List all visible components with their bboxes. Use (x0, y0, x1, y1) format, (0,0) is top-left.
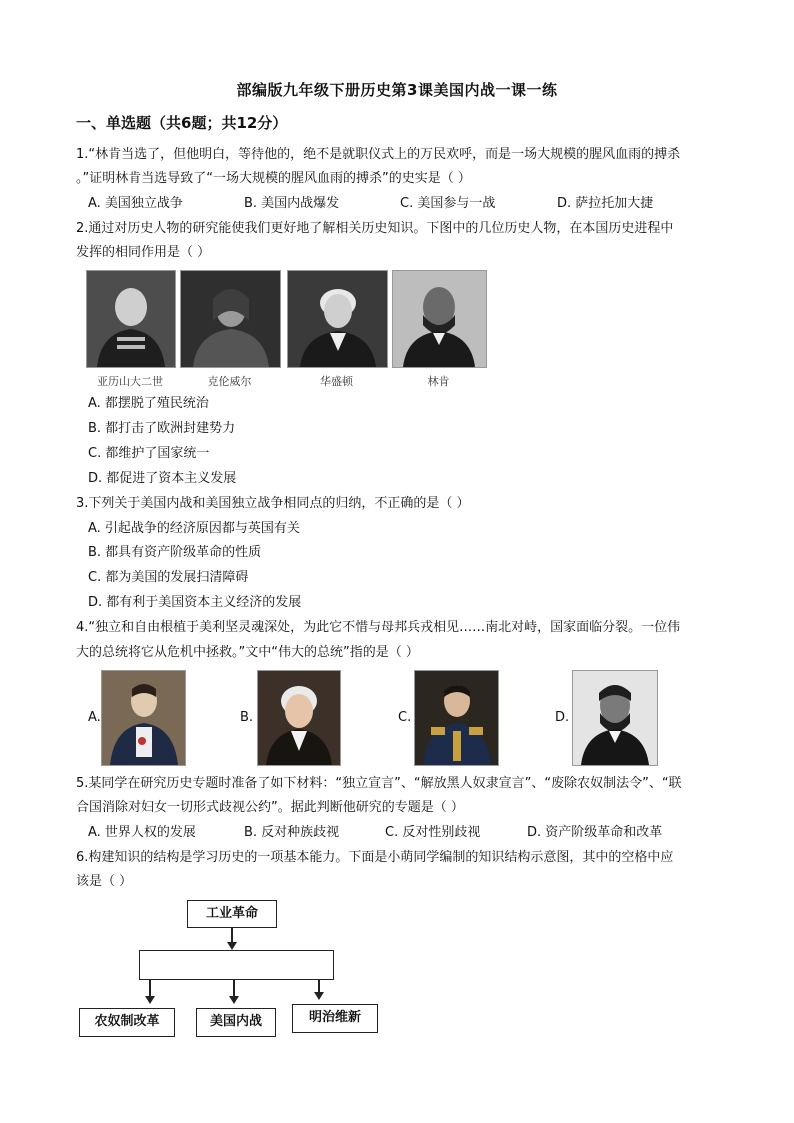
caption-cromwell: 克伦威尔 (207, 375, 252, 388)
q2-stem-line2: 发挥的相同作用是（ ） (76, 245, 211, 260)
q4-portrait-b[interactable] (257, 670, 341, 766)
q3-option-b[interactable]: B. 都具有资产阶级革命的性质 (88, 545, 262, 560)
arrow-down-icon (145, 996, 155, 1004)
q6-stem-line2: 该是（ ） (76, 874, 133, 889)
portrait-figure-icon (288, 271, 387, 367)
diagram-box-civil-war: 美国内战 (196, 1008, 276, 1037)
q3-stem: 3.下列关于美国内战和美国独立战争相同点的归纳，不正确的是（ ） (76, 496, 470, 511)
diagram-connector (231, 928, 233, 942)
portrait-figure-icon (258, 671, 340, 765)
portrait-figure-icon (415, 671, 498, 765)
diagram-box-meiji: 明治维新 (292, 1004, 378, 1033)
q2-option-a[interactable]: A. 都摆脱了殖民统治 (88, 396, 209, 411)
q1-stem-line1: 1.“林肯当选了，但他明白，等待他的，绝不是就职仪式上的万民欢呼，而是一场大规模的腥风血雨的搏杀 (76, 147, 681, 162)
q1-option-c[interactable]: C. 美国参与一战 (400, 196, 496, 211)
q4-portrait-d[interactable] (572, 670, 658, 766)
caption-lincoln: 林肯 (427, 375, 450, 388)
portrait-alexander-ii (86, 270, 176, 368)
caption-washington: 华盛顿 (320, 375, 353, 388)
q4-stem-line2: 大的总统将它从危机中拯救。”文中“伟大的总统”指的是（ ） (76, 645, 419, 660)
portrait-figure-icon (393, 271, 486, 367)
q2-option-c[interactable]: C. 都维护了国家统一 (88, 446, 210, 461)
portrait-cromwell (180, 270, 281, 368)
portrait-lincoln (392, 270, 487, 368)
diagram-blank-box[interactable] (139, 950, 334, 980)
q2-stem-line1: 2.通过对历史人物的研究能使我们更好地了解相关历史知识。下图中的几位历史人物，在本国历史进程中 (76, 221, 674, 236)
q3-option-a[interactable]: A. 引起战争的经济原因都与英国有关 (88, 521, 300, 536)
q6-stem-line1: 6.构建知识的结构是学习历史的一项基本能力。下面是小萌同学编制的知识结构示意图，其中的空格中应 (76, 850, 674, 865)
q5-option-b[interactable]: B. 反对种族歧视 (244, 825, 340, 840)
q4-stem-line1: 4.“独立和自由根植于美利坚灵魂深处，为此它不惜与母邦兵戎相见……南北对峙，国家面临分裂。一位伟 (76, 620, 681, 635)
portrait-figure-icon (87, 271, 175, 367)
q4-option-d[interactable]: D. (555, 710, 570, 725)
q4-portrait-a[interactable] (101, 670, 186, 766)
portrait-figure-icon (102, 671, 185, 765)
caption-alexander-ii: 亚历山大二世 (97, 375, 163, 388)
q3-option-d[interactable]: D. 都有利于美国资本主义经济的发展 (88, 595, 302, 610)
q3-option-c[interactable]: C. 都为美国的发展扫清障碍 (88, 570, 249, 585)
page-title: 部编版九年级下册历史第3课美国内战一课一练 (236, 81, 558, 99)
arrow-down-icon (229, 996, 239, 1004)
diagram-top-box: 工业革命 (187, 900, 277, 928)
q1-stem-line2: 。”证明林肯当选导致了“一场大规模的腥风血雨的搏杀”的史实是（ ） (76, 171, 471, 186)
portrait-figure-icon (573, 671, 657, 765)
q1-option-b[interactable]: B. 美国内战爆发 (244, 196, 340, 211)
q5-option-c[interactable]: C. 反对性别歧视 (385, 825, 481, 840)
portrait-figure-icon (181, 271, 280, 367)
arrow-down-icon (227, 942, 237, 950)
q2-option-d[interactable]: D. 都促进了资本主义发展 (88, 471, 237, 486)
q4-option-a[interactable]: A. (88, 710, 101, 725)
q5-option-a[interactable]: A. 世界人权的发展 (88, 825, 196, 840)
q4-option-c[interactable]: C. (398, 710, 412, 725)
arrow-down-icon (314, 992, 324, 1000)
q5-option-d[interactable]: D. 资产阶级革命和改革 (527, 825, 663, 840)
diagram-box-serf-reform: 农奴制改革 (79, 1008, 175, 1037)
q1-option-a[interactable]: A. 美国独立战争 (88, 196, 183, 211)
q5-stem-line1: 5.某同学在研究历史专题时准备了如下材料：“独立宣言”、“解放黑人奴隶宣言”、“废除农奴制法令”、“联 (76, 776, 682, 791)
q4-portrait-c[interactable] (414, 670, 499, 766)
q2-option-b[interactable]: B. 都打击了欧洲封建势力 (88, 421, 236, 436)
q4-option-b[interactable]: B. (240, 710, 254, 725)
section-heading: 一、单选题（共6题；共12分） (76, 114, 288, 132)
q1-option-d[interactable]: D. 萨拉托加大捷 (557, 196, 654, 211)
portrait-washington (287, 270, 388, 368)
q5-stem-line2: 合国消除对妇女一切形式歧视公约”。据此判断他研究的专题是（ ） (76, 800, 464, 815)
